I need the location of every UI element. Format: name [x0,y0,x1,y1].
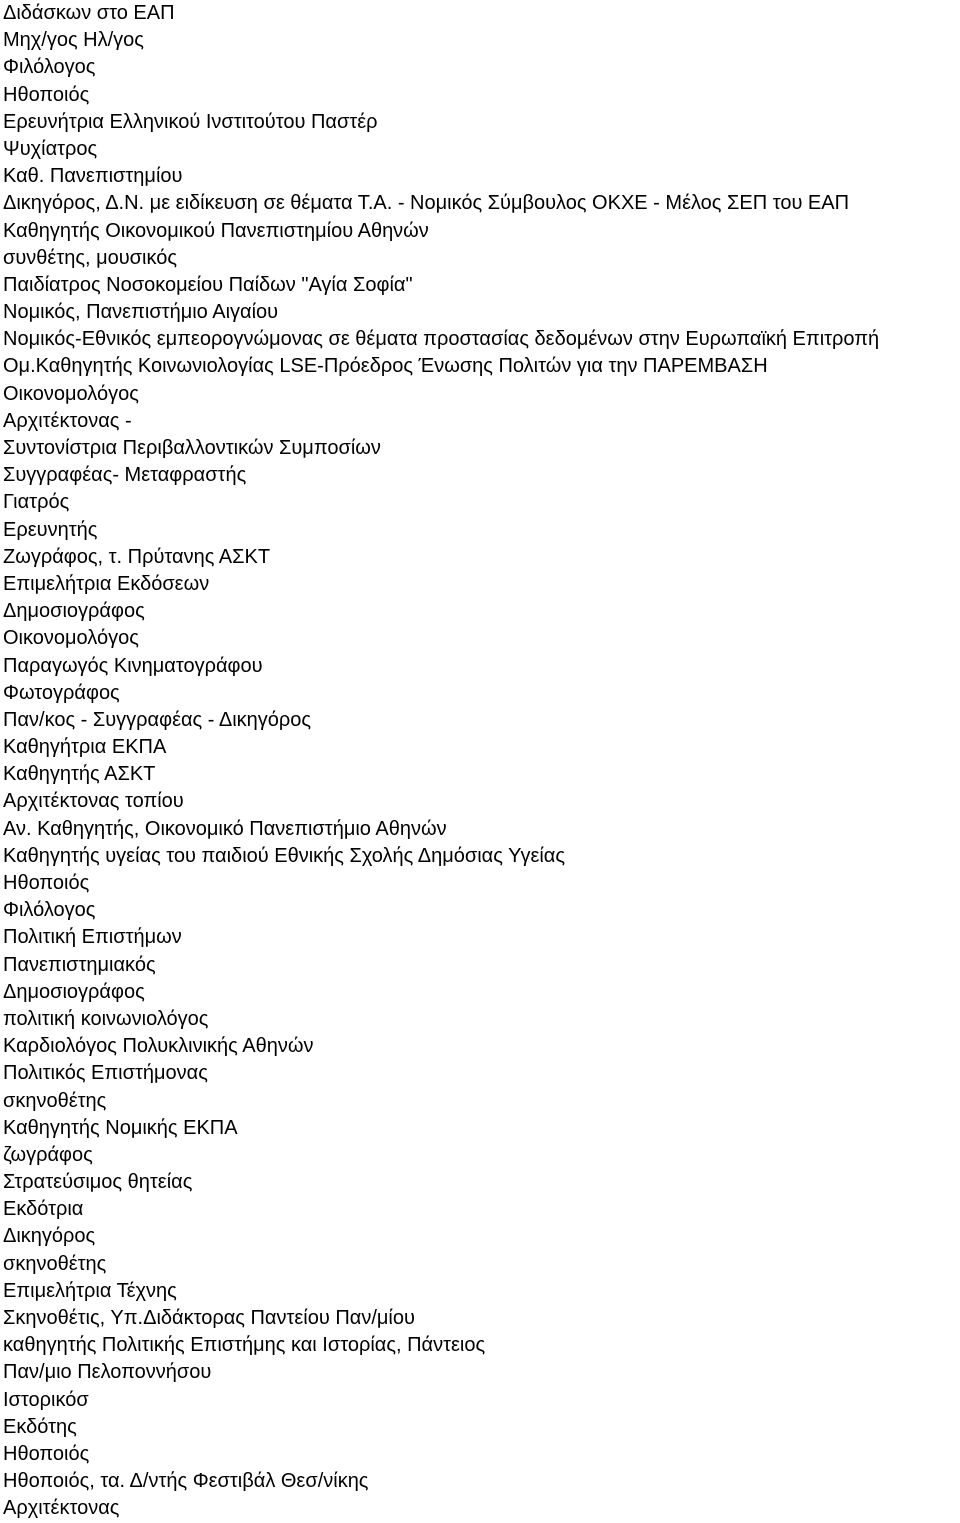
occupation-line: Νομικός-Εθνικός εμπεορογνώμονας σε θέματα προστασίας δεδομένων στην Ευρωπαϊκή Επιτροπή [3,328,880,351]
occupation-line: Διδάσκων στο ΕΑΠ [3,2,175,24]
occupation-line: Οικονομολόγος [3,627,139,650]
occupation-line: Δικηγόρος [3,1225,96,1248]
occupation-line: Πολιτική Επιστήμων [3,926,182,949]
occupation-line: Ερευνητής [3,518,98,541]
occupation-line: Φιλόλογος [3,899,96,922]
occupation-line: Δημοσιογράφος [3,980,145,1003]
occupation-line: Στρατεύσιμος θητείας [3,1171,193,1194]
occupation-line: Σκηνοθέτις, Υπ.Διδάκτορας Παντείου Παν/μίου [3,1307,415,1329]
occupation-line: Καθηγητής ΑΣΚΤ [3,763,156,786]
occupation-line: Εκδότρια [3,1198,84,1221]
occupation-line: Φιλόλογος [3,56,96,79]
occupation-line: Καθηγητής Νομικής ΕΚΠΑ [3,1116,238,1139]
occupation-line: συνθέτης, μουσικός [3,246,177,269]
occupation-line: Ψυχίατρος [3,137,98,160]
occupation-line: Καθηγήτρια ΕΚΠΑ [3,736,167,759]
occupation-line: Παιδίατρος Νοσοκομείου Παίδων "Αγία Σοφία" [3,273,413,296]
occupation-line: Πολιτικός Επιστήμονας [3,1062,208,1085]
occupation-line: Καθηγητής Οικονομικού Πανεπιστημίου Αθηνών [3,219,429,242]
occupation-line: Ηθοποιός [3,83,90,106]
occupation-line: Αν. Καθηγητής, Οικονομικό Πανεπιστήμιο Αθηνών [3,817,447,840]
occupation-line: Ζωγράφος, τ. Πρύτανης ΑΣΚΤ [3,545,271,568]
occupation-line: Παν/μιο Πελοποννήσου [3,1361,212,1384]
occupation-line: Νομικός, Πανεπιστήμιο Αιγαίου [3,301,279,324]
occupation-line: σκηνοθέτης [3,1252,107,1275]
occupation-line: Φωτογράφος [3,681,120,704]
occupation-line: Συγγραφέας- Μεταφραστής [3,464,247,487]
occupation-line: Καρδιολόγος Πολυκλινικής Αθηνών [3,1035,314,1058]
occupation-line: Μηχ/γος Ηλ/γος [3,29,144,52]
occupation-line: Αρχιτέκτονας τοπίου [3,790,184,813]
occupation-line: καθηγητής Πολιτικής Επιστήμης και Ιστορίας, Πάντειος [3,1334,486,1357]
occupation-line: Ηθοποιός [3,1442,90,1465]
occupation-line: σκηνοθέτης [3,1089,107,1112]
occupation-line: Παραγωγός Κινηματογράφου [3,654,263,677]
occupation-line: Οικονομολόγος [3,382,139,405]
occupation-line: Αρχιτέκτονας - [3,409,132,432]
occupation-line: Ηθοποιός [3,872,90,894]
occupation-line: Ερευνήτρια Ελληνικού Ινστιτούτου Παστέρ [3,110,378,133]
occupation-line: Συντονίστρια Περιβαλλοντικών Συμποσίων [3,437,381,459]
occupation-line: ζωγράφος [3,1143,93,1166]
occupation-line: Καθηγητής υγείας του παιδιού Εθνικής Σχολής Δημόσιας Υγείας [3,844,566,867]
occupation-line: Δικηγόρος, Δ.Ν. με ειδίκευση σε θέματα Τ.Α. - Νομικός Σύμβουλος ΟΚΧΕ - Μέλος ΣΕΠ του ΕΑΠ [3,192,850,215]
occupation-line: Επιμελήτρια Τέχνης [3,1279,177,1302]
occupation-line: Επιμελήτρια Εκδόσεων [3,572,210,595]
occupation-line: Πανεπιστημιακός [3,953,156,976]
occupation-line: Παν/κος - Συγγραφέας - Δικηγόρος [3,708,312,731]
occupation-line: Δημοσιογράφος [3,600,145,623]
occupation-line: πολιτική κοινωνιολόγος [3,1007,209,1030]
occupation-line: Ιστορικόσ [3,1388,89,1411]
occupation-line: Εκδότης [3,1415,77,1438]
occupation-line: Γιατρός [3,491,70,514]
occupation-line: Αρχιτέκτονας [3,1497,120,1520]
occupation-line: Καθ. Πανεπιστημίου [3,165,183,188]
occupation-line: Ομ.Καθηγητής Κοινωνιολογίας LSE-Πρόεδρος Ένωσης Πολιτών για την ΠΑΡΕΜΒΑΣΗ [3,355,768,378]
occupation-line: Ηθοποιός, τα. Δ/ντής Φεστιβάλ Θεσ/νίκης [3,1470,369,1493]
